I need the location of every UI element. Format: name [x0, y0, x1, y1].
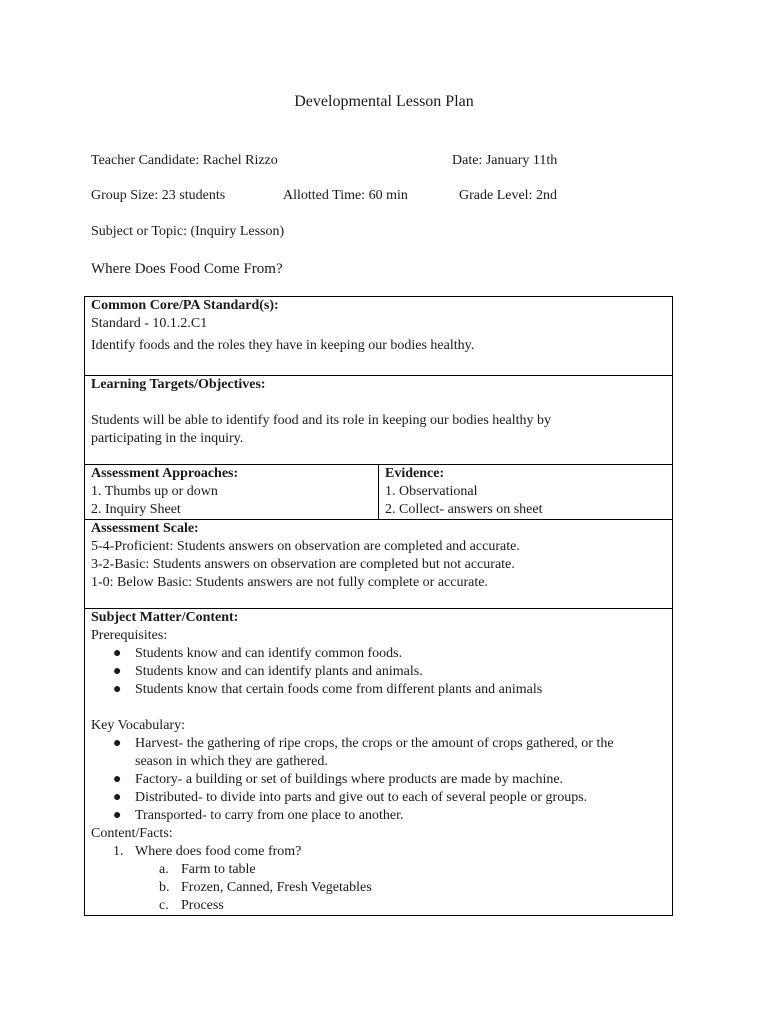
- lesson-title: Where Does Food Come From?: [91, 261, 283, 277]
- bullet-marker: ●: [113, 736, 122, 751]
- list-item: [113, 663, 666, 681]
- list-item: [159, 861, 666, 879]
- list-item-text: Frozen, Canned, Fresh Vegetables: [181, 880, 372, 895]
- list-item-text: Harvest- the gathering of ripe crops, the crops or the amount of crops gathered, or the: [135, 736, 614, 751]
- bullet-marker: ●: [113, 664, 122, 679]
- list-item-text: Process: [181, 898, 224, 913]
- bullet-marker: ●: [113, 808, 122, 823]
- teacher-candidate: Teacher Candidate: Rachel Rizzo: [91, 153, 278, 168]
- evidence-item: 2. Collect- answers on sheet: [385, 502, 543, 517]
- list-item-text: Students know that certain foods come from different plants and animals: [135, 682, 543, 697]
- content-facts-label: Content/Facts:: [91, 826, 173, 841]
- list-item-text: Farm to table: [181, 862, 256, 877]
- list-number: 1.: [113, 844, 124, 859]
- lesson-plan-table: [84, 296, 673, 916]
- evidence-item: 1. Observational: [385, 484, 478, 499]
- vocabulary-label: Key Vocabulary:: [91, 718, 185, 733]
- list-item-text: Transported- to carry from one place to another.: [135, 808, 404, 823]
- standard-code: Standard - 10.1.2.C1: [91, 316, 208, 331]
- list-item: [113, 807, 666, 825]
- list-item: [113, 843, 666, 861]
- assessment-approaches-heading: Assessment Approaches:: [91, 466, 239, 481]
- assessment-scale-item: 1-0: Below Basic: Students answers are not fully complete or accurate.: [91, 575, 488, 590]
- assessment-scale-item: 5-4-Proficient: Students answers on observation are completed and accurate.: [91, 539, 520, 554]
- assessment-scale-cell: [85, 520, 673, 609]
- list-item: [159, 879, 666, 897]
- standards-heading: Common Core/PA Standard(s):: [91, 298, 279, 313]
- content-list: [91, 843, 666, 861]
- evidence-cell: [379, 465, 673, 520]
- prerequisites-label: Prerequisites:: [91, 628, 168, 643]
- allotted-time: Allotted Time: 60 min: [283, 188, 408, 203]
- evidence-heading: Evidence:: [385, 466, 445, 481]
- list-letter: a.: [159, 862, 169, 877]
- lesson-date: Date: January 11th: [452, 153, 558, 168]
- list-item-text: Where does food come from?: [135, 844, 302, 859]
- list-item: [113, 771, 666, 789]
- assessment-approaches-cell: [85, 465, 379, 520]
- subject-matter-heading: Subject Matter/Content:: [91, 610, 239, 625]
- learning-target-line-1: Students will be able to identify food and its role in keeping our bodies healthy by: [91, 413, 551, 428]
- standard-description: Identify foods and the roles they have in keeping our bodies healthy.: [91, 338, 475, 353]
- list-item-text: Distributed- to divide into parts and give out to each of several people or groups.: [135, 790, 588, 805]
- group-size: Group Size: 23 students: [91, 188, 226, 203]
- content-sub-list: [91, 861, 666, 915]
- learning-targets-heading: Learning Targets/Objectives:: [91, 377, 266, 392]
- bullet-marker: ●: [113, 790, 122, 805]
- subject-matter-cell: [85, 609, 673, 916]
- learning-target-line-2: participating in the inquiry.: [91, 431, 244, 446]
- bullet-marker: ●: [113, 772, 122, 787]
- list-item-text: Students know and can identify plants and animals.: [135, 664, 423, 679]
- list-item: [113, 645, 666, 663]
- learning-targets-cell: [85, 376, 673, 465]
- list-item-text: Factory- a building or set of buildings where products are made by machine.: [135, 772, 564, 787]
- bullet-marker: ●: [113, 646, 122, 661]
- subject-topic: Subject or Topic: (Inquiry Lesson): [91, 224, 285, 239]
- assessment-scale-heading: Assessment Scale:: [91, 521, 199, 536]
- document-title: Developmental Lesson Plan: [294, 93, 474, 110]
- list-item-text: Students know and can identify common foods.: [135, 646, 403, 661]
- vocabulary-list: [91, 735, 666, 825]
- prerequisites-list: [91, 645, 666, 699]
- bullet-marker: ●: [113, 682, 122, 697]
- list-item: [113, 681, 666, 699]
- grade-level: Grade Level: 2nd: [459, 188, 557, 203]
- assessment-approach-item: 1. Thumbs up or down: [91, 484, 218, 499]
- list-item-text: season in which they are gathered.: [135, 754, 328, 769]
- list-item: [113, 789, 666, 807]
- list-letter: c.: [159, 898, 169, 913]
- list-letter: b.: [159, 880, 170, 895]
- standards-cell: [85, 297, 673, 376]
- assessment-approach-item: 2. Inquiry Sheet: [91, 502, 181, 517]
- assessment-scale-item: 3-2-Basic: Students answers on observation are completed but not accurate.: [91, 557, 515, 572]
- list-item: [159, 897, 666, 915]
- list-item: [113, 735, 666, 771]
